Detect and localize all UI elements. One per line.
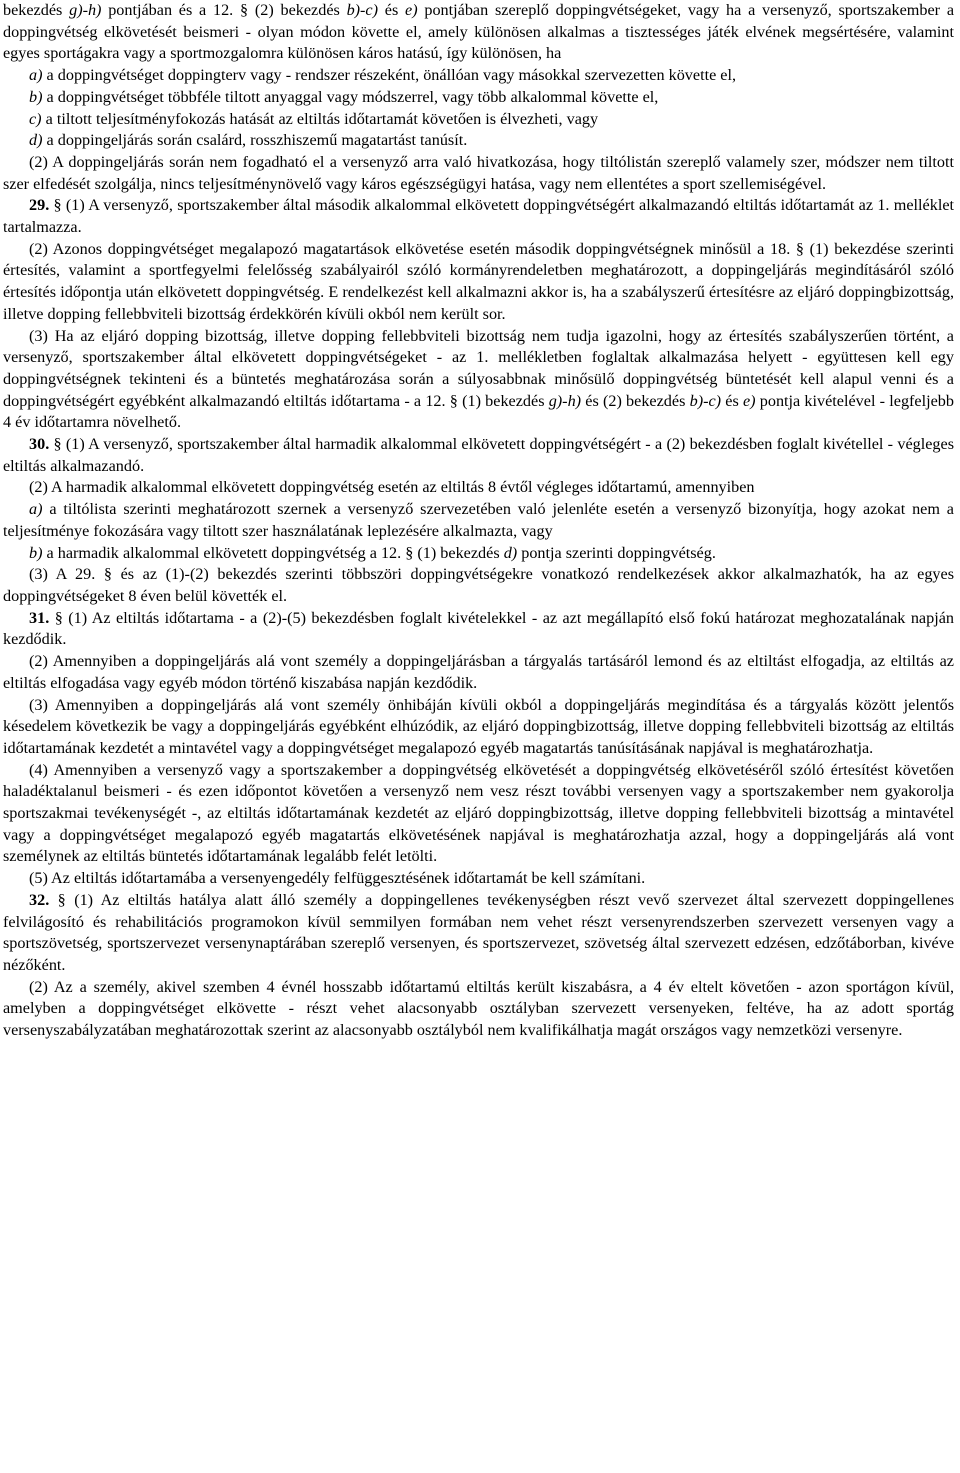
paragraph-continuation: bekezdés g)-h) pontjában és a 12. § (2) bekezdés b)-c) és e) pontjában szereplő doppingvétségeket, vagy ha a versenyző, sportszakember a doppingvétség elkövetését beismeri - olyan módon követte el, amely különösen alkalmas a tisztességes játék elvének megsértésére, valamint egyes sportágakra vagy a sportmozgalomra különösen káros hatású, így különösen, ha bbox=[3, 1, 954, 63]
section-31-2: (2) Amennyiben a doppingeljárás alá vont személy a doppingeljárásban a tárgyalás tartásáról lemond és az eltiltást elfogadja, az eltiltás az eltiltás elfogadása vagy egyéb módon történő kiszabása napján kezdődik. bbox=[3, 652, 954, 692]
paragraph-28-2: (2) A doppingeljárás során nem fogadható el a versenyző arra való hivatkozása, hogy tiltólistán szereplő valamely szer, módszer nem tiltott szer elfedését szolgálja, nincs teljesítménynövelő vagy káros egészségügyi hatása, vagy nem ellentétes a sport szellemiségével. bbox=[3, 152, 954, 193]
section-31-1: 31. § (1) Az eltiltás időtartama - a (2)-(5) bekezdésben foglalt kivételekkel - az azt megállapító első fokú határozat meghozatalának napján kezdődik. bbox=[3, 608, 954, 649]
section-30-2-b: b) a harmadik alkalommal elkövetett doppingvétség a 12. § (1) bekezdés d) pontja szerinti doppingvétség. bbox=[29, 543, 716, 562]
section-32-1: 32. § (1) Az eltiltás hatálya alatt álló személy a doppingellenes tevékenységben részt vevő szervezet által szervezett doppingellenes felvilágosító és rehabilitációs programokon kívül semmilyen formában nem vehet részt versenyrendszerben szervezett versenyen vagy a sportszövetség, sportszervezet versenynaptárában szereplő versenyen, és sportszervezet, szövetség által szervezett edzésen, edzőtáborban, kivéve nézőként. bbox=[3, 890, 954, 974]
section-31-4: (4) Amennyiben a versenyző vagy a sportszakember a doppingvétség elkövetését a doppingvétség elkövetéséről szóló értesítést követően haladéktalanul beismeri - és ezen időpontot követően a versenyző nem vesz részt további versenyen vagy a sportszakember nem gyakorolja sportszakmai tevékenységét -, az eltiltás időtartamának kezdetét az eljáró doppingbizottság, illetve dopping fellebbviteli bizottság a mintavétel vagy a doppingvétséget megalapozó egyéb magatartás elkövetésének napjával is meghatározhatja azzal, hogy a doppingeljárás alá vont személynek az eltiltás büntetés időtartamának legalább felét letölti. bbox=[3, 760, 954, 866]
section-29-1: 29. § (1) A versenyző, sportszakember által második alkalommal elkövetett doppingvétségért alkalmazandó eltiltás időtartamát az 1. melléklet tartalmazza. bbox=[3, 196, 954, 237]
section-30-1: 30. § (1) A versenyző, sportszakember által harmadik alkalommal elkövetett doppingvétségért - a (2) bekezdésben foglalt kivétellel - végleges eltiltás alkalmazandó. bbox=[3, 435, 954, 475]
point-a: a) a doppingvétséget doppingterv vagy - rendszer részeként, önállóan vagy másokkal szervezetten követte el, bbox=[29, 66, 737, 85]
section-30-2: (2) A harmadik alkalommal elkövetett doppingvétség esetén az eltiltás 8 évtől végleges időtartamú, amennyiben bbox=[29, 478, 755, 497]
section-30-2-a: a) a tiltólista szerinti meghatározott szernek a versenyző szervezetében való jelenléte esetén a versenyző bizonyítja, hogy azokat nem a teljesítménye fokozására vagy tiltott szer használatának leplezésére alkalmazta, vagy bbox=[3, 500, 954, 540]
section-31-3: (3) Amennyiben a doppingeljárás alá vont személy önhibáján kívüli okból a doppingeljárás megindítása és a tárgyalás között jelentős késedelem következik be vagy a doppingeljárás egyébként elhúzódik, az eljáró doppingbizottság, illetve dopping fellebbviteli bizottság az eltiltás időtartamának kezdetét a mintavétel vagy a doppingvétséget megalapozó egyéb magatartás tanúsításának napjával is meghatározhatja. bbox=[3, 695, 954, 757]
section-29-2: (2) Azonos doppingvétséget megalapozó magatartások elkövetése esetén második doppingvétségnek minősül a 18. § (1) bekezdése szerinti értesítés, valamint a sportfegyelmi felelősség szabályairól szóló kormányrendeletben meghatározott, a doppingeljárás megindításáról szóló értesítés időpontja után elkövetett doppingvétség. E rendelkezést kell alkalmazni akkor is, ha a szabályszerű értesítésre az eljáró doppingbizottság, illetve dopping fellebbviteli bizottság érdekkörén kívüli okból nem került sor. bbox=[3, 239, 954, 323]
point-b: b) a doppingvétséget többféle tiltott anyaggal vagy módszerrel, vagy több alkalommal követte el, bbox=[29, 87, 659, 106]
section-32-2: (2) Az a személy, akivel szemben 4 évnél hosszabb időtartamú eltiltás került kiszabásra, a 4 év eltelt követően - azon sportágon kívül, amelyben a doppingvétséget elkövette - részt vehet alacsonyabb osztályban szervezett versenyeken, feltéve, ha az adott sportág versenyszabályzatában meghatározottak szerint az alacsonyabb osztályból nem kvalifikálhatja magát országos vagy nemzetközi versenyre. bbox=[3, 977, 954, 1040]
section-29-3: (3) Ha az eljáró dopping bizottság, illetve dopping fellebbviteli bizottság nem tudja igazolni, hogy az értesítés szabályszerűen történt, a versenyző, sportszakember által elkövetett doppingvétségeket - az 1. mellékletben foglaltak alkalmazása helyett - együttesen kell egy doppingvétségnek tekinteni és a büntetés meghatározása során a súlyosabbnak minősülő doppingvétség büntetését kell alapul venni és a doppingvétségért egyébként alkalmazandó eltiltás időtartama - a 12. § (1) bekezdés g)-h) és (2) bekezdés b)-c) és e) pontja kivételével - legfeljebb 4 év időtartamra növelhető. bbox=[3, 326, 954, 432]
point-d: d) a doppingeljárás során csalárd, rosszhiszemű magatartást tanúsít. bbox=[29, 131, 468, 150]
section-30-3: (3) A 29. § és az (1)-(2) bekezdés szerinti többszöri doppingvétségekre vonatkozó rendelkezések akkor alkalmazhatók, ha az egyes doppingvétségeket 8 éven belül követték el. bbox=[3, 565, 954, 605]
section-31-5: (5) Az eltiltás időtartamába a versenyengedély felfüggesztésének időtartamát be kell számítani. bbox=[29, 869, 646, 888]
document-page bbox=[3, 0, 954, 1042]
point-c: c) a tiltott teljesítményfokozás hatását az eltiltás időtartamát követően is élvezheti, vagy bbox=[29, 109, 599, 128]
